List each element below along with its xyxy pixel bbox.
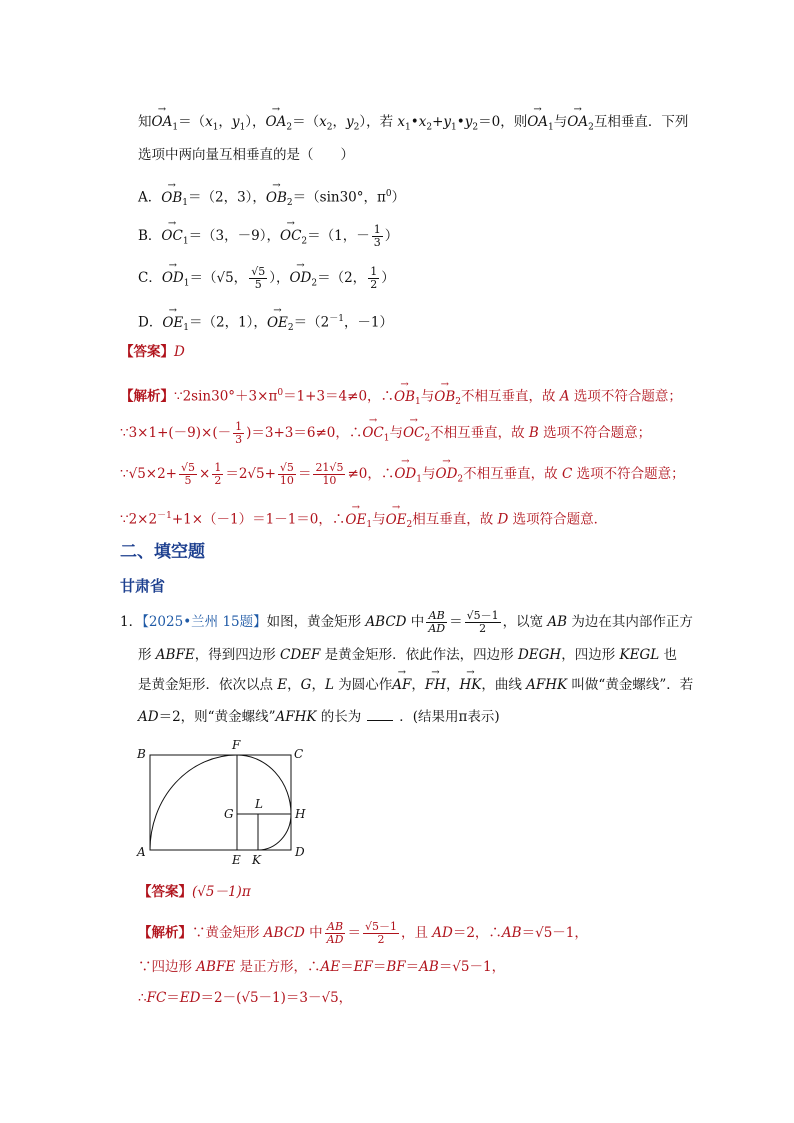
arc-af [150, 755, 237, 850]
intro-line-2: 选项中两向量互相垂直的是（ ） [138, 147, 354, 163]
label-d: D [295, 845, 305, 859]
label-a: A [137, 845, 146, 859]
answer-blank[interactable] [367, 706, 393, 721]
analysis-1-line-4: $\because 2\times 2^{-1}+1\times(-1)=1-1=0$，∴→ $OE_1$与→ $OE_2$相互垂直，故 D 选项符合题意． [120, 506, 607, 535]
option-b: B．→ $OC_1=(3$，－9），→ $OC_2=(1$，－ $\frac{1}{3}$ ） [138, 224, 398, 252]
label-k: K [252, 853, 261, 867]
arc-hk [258, 814, 291, 850]
question-line-1: 1．【2025•兰州 15题】如图，黄金矩形 ABCD 中 $\frac{AB}{AD}$ ＝ $\frac{√5-1}{2}$ ，以宽 AB 为边在其内部作正方 [120, 609, 693, 635]
rectangle-abcd [150, 755, 291, 850]
analysis-2-line-3: ∴FC＝ED＝2－(√5－1)＝3－√5， [138, 990, 353, 1006]
intro-line-1: 知→ $OA_1=(x_1$，$y_1$），→ $OA_2=(x_2$，$y_2$），若 $x_1•x_2+y_1•y_2=0$，则→ $OA_1$与→ $OA_2$互相垂直．下列 [138, 112, 688, 138]
label-h: H [295, 807, 306, 821]
analysis-2-line-1: 【解析】∵黄金矩形 ABCD 中 $\frac{AB}{AD}$ ＝ $\frac{√5-1}{2}$ ，且 AD＝2，∴AB＝√5－1， [138, 920, 588, 946]
analysis-1-line-3: ∵√5×2+ $\frac{√5}{5}$ × $\frac{1}{2}$ ＝2√5+ $\frac{√5}{10}$ ＝ $\frac{21√5}{10}$ ≠0，∴→ $OD_1$与→ $OD_2$不相互垂直，故 C 选项不符合题意； [120, 462, 685, 490]
answer-1 [120, 342, 185, 362]
label-b: B [137, 747, 146, 761]
option-d: D．→ $OE_1=(2$，1），→ $OE_2=(2^{-1}$，－1） [138, 309, 393, 338]
label-e: E [232, 853, 241, 867]
golden-spiral-figure [130, 738, 320, 868]
answer-2 [138, 882, 251, 902]
question-line-2: 形 ABFE，得到四边形 CDEF 是黄金矩形．依此作法，四边形 DEGH，四边形 KEGL 也 [138, 647, 678, 663]
answer-label: 【答案】 [120, 344, 174, 360]
question-source: 【2025•兰州 15题】 [142, 614, 267, 630]
section-title: 二、填空题 [120, 542, 205, 562]
analysis-1-line-2: ∵3×1+(－9)×(－ $\frac{1}{3}$ )＝3+3＝6≠0，∴→ $OC_1$与→ $OC_2$不相互垂直，故 B 选项不符合题意； [120, 421, 651, 449]
option-c: C．→ $OD_1=(√5$， $\frac{√5}{5}$ ），→ $OD_2=(2$， $\frac{1}{2}$ ） [138, 266, 395, 294]
arc-fh [237, 755, 291, 814]
analysis-1-line-1: 【解析】$\because 2\sin 30^\circ+3\times\pi^0=1+3=4\ne 0$，∴→ $OB_1$与→ $OB_2$不相互垂直，故 A 选项不符合题意； [120, 383, 682, 412]
answer-value: D [174, 344, 185, 360]
option-a: A．→ $OB_1=(2$，3），→ $OB_2=(\sin 30^\circ$，$\pi^0$） [138, 184, 405, 213]
answer-2-value: (√5－1)π [192, 884, 251, 900]
question-line-4: AD＝2，则“黄金螺线”AFHK 的长为 ．(结果用π表示) [138, 706, 500, 727]
answer-2-label: 【答案】 [138, 884, 192, 900]
province-title: 甘肃省 [120, 577, 166, 595]
analysis-2-line-2: ∵四边形 ABFE 是正方形，∴AE＝EF＝BF＝AB＝√5－1， [138, 959, 506, 975]
label-c: C [294, 747, 304, 761]
label-g: G [224, 807, 234, 821]
label-f: F [232, 738, 241, 752]
question-line-3: 是黄金矩形．依次以点 E，G，L 为圆心作→ AF，→ FH，→ HK，曲线 AFHK 叫做“黄金螺线”．若 [138, 675, 693, 695]
question-number: 1． [120, 614, 143, 630]
label-l: L [255, 797, 263, 811]
